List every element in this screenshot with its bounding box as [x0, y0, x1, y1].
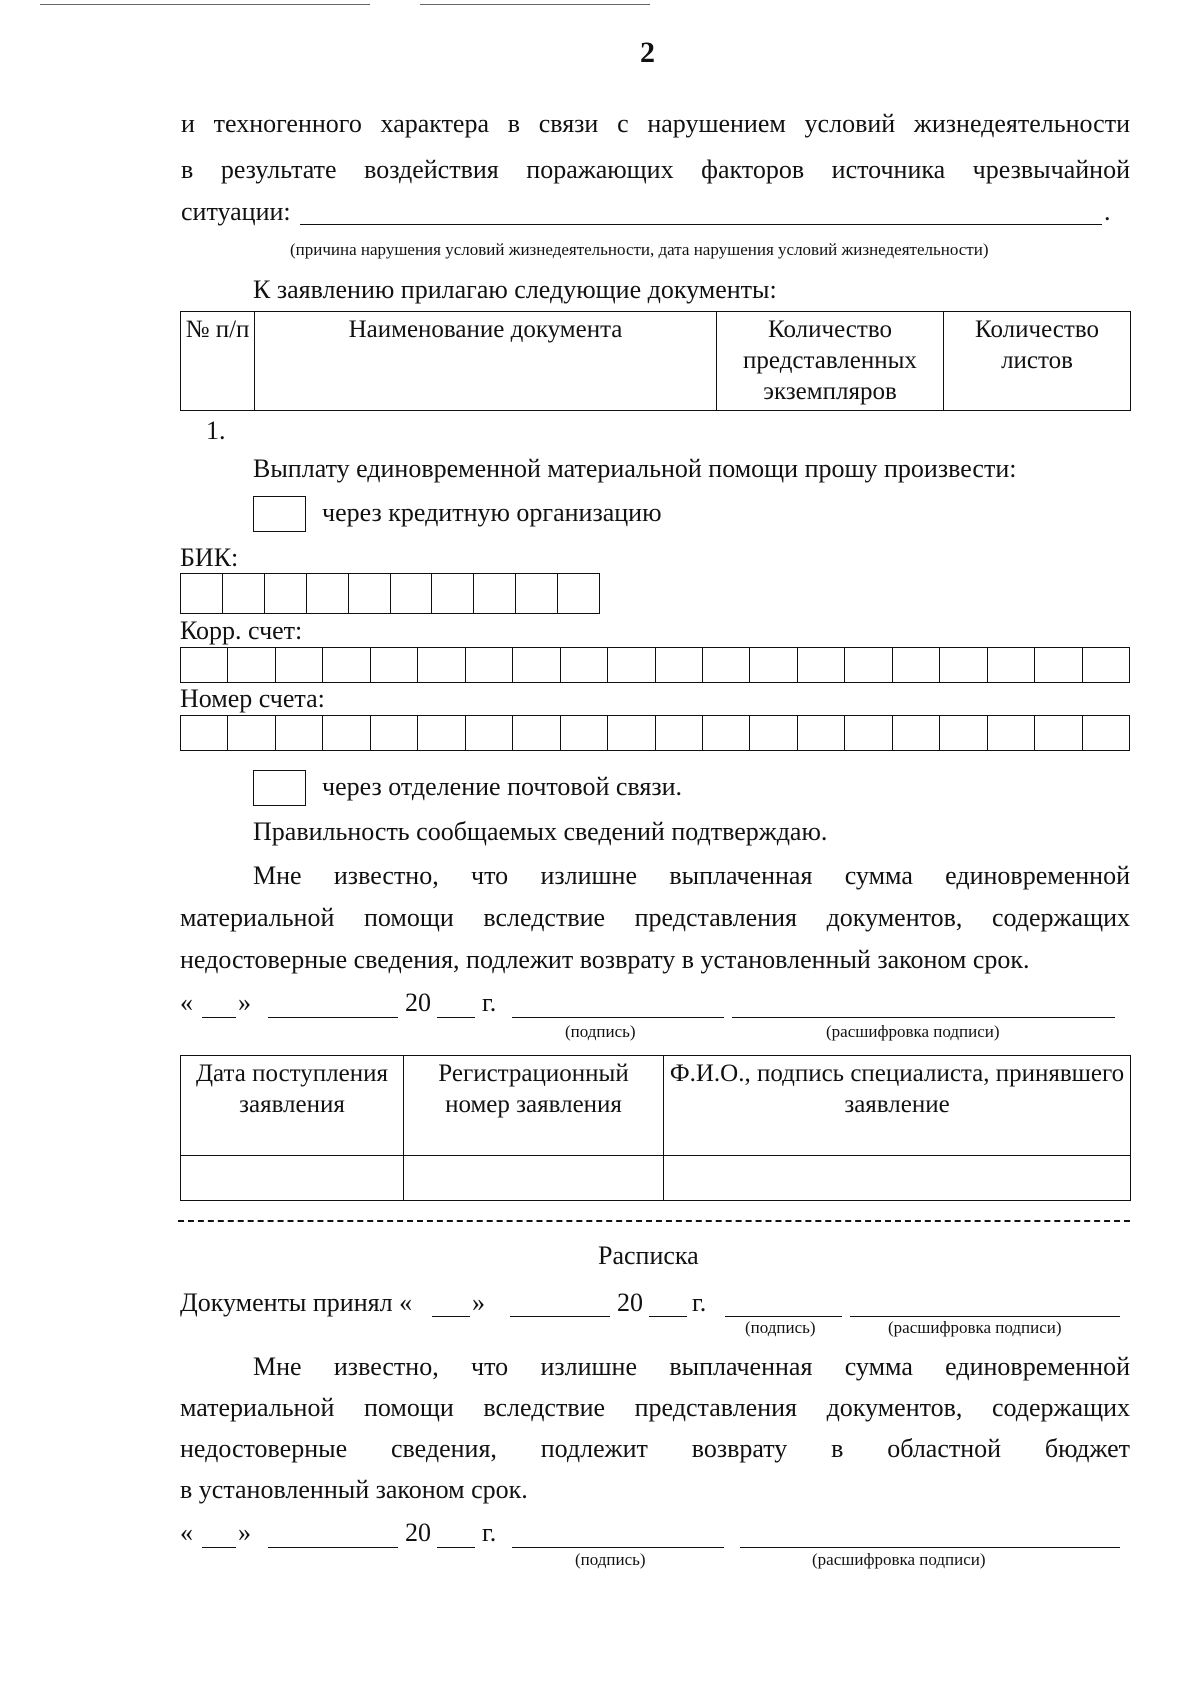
notice-line: в установленный законом срок.: [180, 1475, 528, 1504]
date2-close-quote: »: [238, 1518, 251, 1547]
bik-label: БИК:: [180, 543, 239, 572]
decode-caption: (расшифровка подписи): [826, 1022, 1000, 1041]
notice-line: Мне известно, что излишне выплаченная сумма единовременной: [253, 861, 1130, 890]
account-number-input[interactable]: [180, 715, 1130, 751]
header-specialist: Ф.И.О., подпись специалиста, принявшего заявление: [664, 1056, 1131, 1156]
receipt-year-blank[interactable]: [649, 1316, 687, 1317]
scan-edge-line: [420, 4, 650, 5]
year-blank[interactable]: [437, 1017, 475, 1018]
month2-blank[interactable]: [268, 1547, 398, 1548]
signature2-blank[interactable]: [512, 1547, 724, 1548]
signature-blank[interactable]: [512, 1017, 724, 1018]
date-open-quote: «: [180, 988, 193, 1017]
year2-suffix: г.: [482, 1518, 497, 1547]
cut-line: [178, 1220, 1130, 1222]
corr-account-input[interactable]: [180, 647, 1130, 683]
registration-table: [180, 1055, 1131, 1201]
receipt-close-quote: »: [472, 1288, 485, 1317]
year2-prefix: 20: [405, 1518, 431, 1547]
receipt-accepted-prefix: Документы принял «: [180, 1288, 413, 1317]
receipt-title: Расписка: [598, 1241, 699, 1270]
date-close-quote: »: [238, 988, 251, 1017]
notice-line: недостоверные сведения, подлежит возврату в установленный законом срок.: [180, 945, 1030, 974]
reason-blank-line: [300, 224, 1102, 225]
date2-open-quote: «: [180, 1518, 193, 1547]
year-suffix: г.: [482, 988, 497, 1017]
signature-decode-blank[interactable]: [732, 1017, 1115, 1018]
decode2-caption: (расшифровка подписи): [812, 1550, 986, 1569]
receipt-signature-blank[interactable]: [725, 1316, 842, 1317]
day2-blank[interactable]: [202, 1547, 236, 1548]
month-blank[interactable]: [268, 1017, 398, 1018]
year2-blank[interactable]: [437, 1547, 475, 1548]
receipt-year-prefix: 20: [617, 1288, 643, 1317]
credit-org-checkbox[interactable]: [253, 496, 306, 532]
notice-line: недостоверные сведения, подлежит возврату в областной бюджет: [180, 1434, 1130, 1463]
payment-intro: Выплату единовременной материальной помощи прошу произвести:: [253, 454, 1017, 483]
header-receipt-date: Дата поступления заявления: [181, 1056, 404, 1156]
day-blank[interactable]: [202, 1017, 236, 1018]
specialist-cell[interactable]: [664, 1156, 1131, 1201]
reason-caption: (причина нарушения условий жизнедеятельности, дата нарушения условий жизнедеятельности): [290, 240, 989, 259]
confirmation-text: Правильность сообщаемых сведений подтверждаю.: [253, 817, 828, 846]
notice-line: материальной помощи вследствие представления документов, содержащих: [180, 1393, 1130, 1422]
post-office-checkbox[interactable]: [253, 770, 306, 806]
credit-org-label: через кредитную организацию: [322, 498, 662, 527]
scan-edge-line: [40, 4, 370, 5]
header-reg-number: Регистрационный номер заявления: [404, 1056, 664, 1156]
receipt-signature-caption: (подпись): [745, 1318, 816, 1337]
paragraph-line: ситуации:: [181, 197, 291, 226]
reg-number-cell[interactable]: [404, 1156, 664, 1201]
account-number-label: Номер счета:: [180, 684, 325, 713]
bik-input[interactable]: [180, 573, 600, 614]
receipt-month-blank[interactable]: [510, 1316, 610, 1317]
paragraph-line: в результате воздействия поражающих факторов источника чрезвычайной: [181, 155, 1130, 184]
line-end-period: .: [1104, 197, 1111, 226]
documents-intro: К заявлению прилагаю следующие документы:: [253, 275, 777, 304]
receipt-year-suffix: г.: [692, 1288, 707, 1317]
header-doc-name: Наименование документа: [255, 312, 717, 411]
notice-line: Мне известно, что излишне выплаченная сумма единовременной: [253, 1352, 1130, 1381]
receipt-day-blank[interactable]: [432, 1316, 470, 1317]
receipt-date-cell[interactable]: [181, 1156, 404, 1201]
header-sheets: Количество листов: [944, 312, 1131, 411]
receipt-decode-caption: (расшифровка подписи): [888, 1318, 1062, 1337]
receipt-decode-blank[interactable]: [850, 1316, 1120, 1317]
row-number: 1.: [206, 416, 226, 445]
post-office-label: через отделение почтовой связи.: [322, 772, 683, 801]
signature-caption: (подпись): [565, 1022, 636, 1041]
paragraph-line: и техногенного характера в связи с нарушением условий жизнедеятельности: [181, 109, 1130, 138]
page-number: 2: [640, 36, 655, 69]
corr-account-label: Корр. счет:: [180, 616, 303, 645]
year-prefix: 20: [405, 988, 431, 1017]
header-copies: Количество представленных экземпляров: [717, 312, 944, 411]
header-number: № п/п: [181, 312, 255, 411]
signature2-decode-blank[interactable]: [740, 1547, 1120, 1548]
signature2-caption: (подпись): [575, 1550, 646, 1569]
notice-line: материальной помощи вследствие представления документов, содержащих: [180, 903, 1130, 932]
documents-table: [180, 311, 1131, 411]
